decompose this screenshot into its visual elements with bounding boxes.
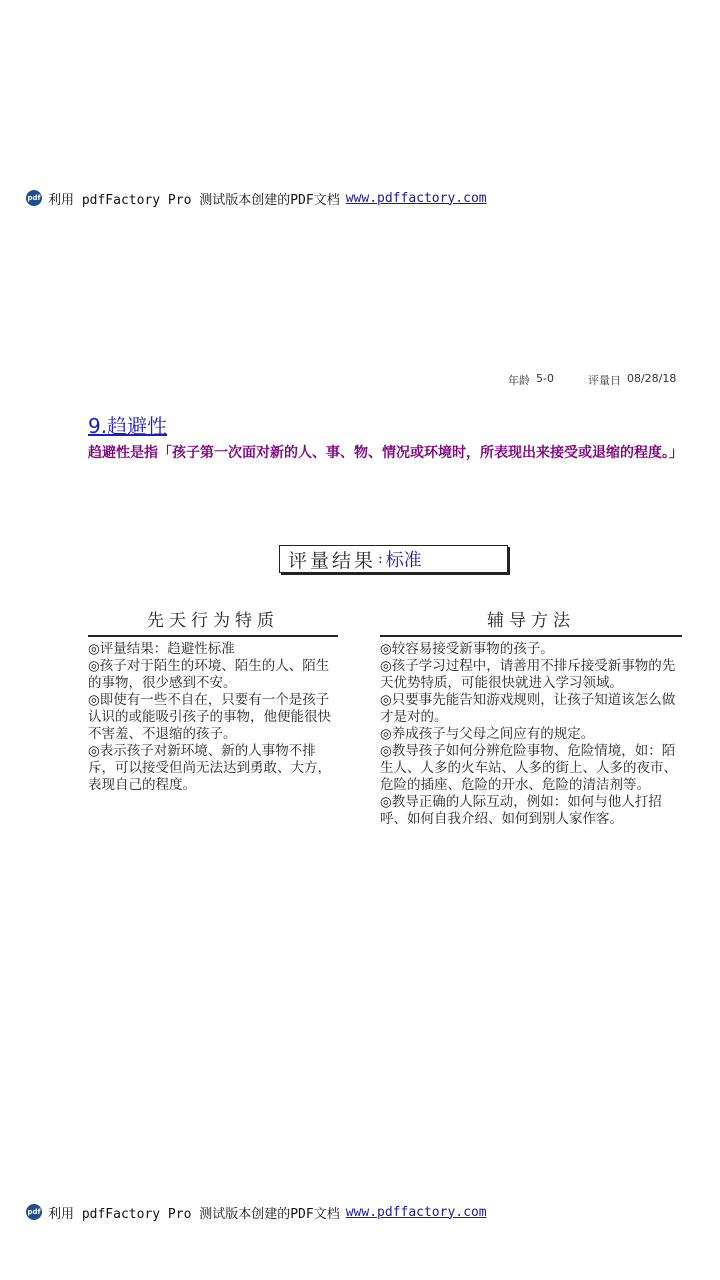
result-label: 评量结果 [288, 549, 377, 572]
pdffactory-banner-bottom [26, 1202, 487, 1222]
list-item: ◎孩子对于陌生的环境、陌生的人、陌生的事物，很少感到不安。 [88, 658, 330, 691]
innate-traits-list [88, 641, 338, 794]
list-item: ◎教导孩子如何分辨危险事物、危险情境，如：陌生人、人多的火车站、人多的街上、人多的夜市、危险的插座、危险的开水、危险的清洁剂等。 [380, 743, 677, 793]
pdffactory-link[interactable]: www.pdffactory.com [345, 1204, 487, 1220]
assessment-meta [508, 372, 676, 388]
pdffactory-link[interactable]: www.pdffactory.com [345, 190, 487, 206]
list-item: ◎即使有一些不自在，只要有一个是孩子认识的或能吸引孩子的事物，他便能很快不害羞、不退缩的孩子。 [88, 692, 331, 742]
pdffactory-logo-icon: pdf [26, 190, 42, 206]
age-value: 5-0 [536, 372, 554, 385]
result-value: 标准 [385, 550, 422, 571]
banner-text: 利用 pdfFactory Pro 测试版本创建的PDF文档 [48, 1206, 340, 1222]
banner-text: 利用 pdfFactory Pro 测试版本创建的PDF文档 [48, 192, 340, 208]
list-item: ◎表示孩子对新环境、新的人事物不排斥，可以接受但尚无法达到勇敢、大方，表现自己的程度。 [88, 743, 331, 793]
guidance-column [380, 606, 682, 828]
innate-traits-header: 先天行为特质 [88, 606, 338, 637]
pdffactory-logo-icon: pdf [26, 1204, 42, 1220]
innate-traits-column [88, 606, 338, 794]
guidance-header: 辅导方法 [380, 606, 682, 637]
list-item: ◎教导正确的人际互动，例如：如何与他人打招呼、如何自我介绍、如何到别人家作客。 [380, 794, 662, 827]
date-value: 08/28/18 [626, 372, 677, 385]
list-item: ◎较容易接受新事物的孩子。 [380, 641, 554, 657]
result-box [279, 545, 508, 573]
list-item: ◎评量结果：趋避性标准 [88, 641, 235, 657]
age-label: 年龄 [508, 374, 530, 387]
list-item: ◎养成孩子与父母之间应有的规定。 [380, 726, 595, 742]
result-colon: : [378, 551, 383, 567]
guidance-list [380, 641, 682, 828]
section-title: 9.趋避性 [88, 414, 168, 438]
section-description: 趋避性是指「孩子第一次面对新的人、事、物、情况或环境时，所表现出来接受或退缩的程度。」 [88, 445, 683, 461]
list-item: ◎只要事先能告知游戏规则，让孩子知道该怎么做才是对的。 [380, 692, 676, 725]
list-item: ◎孩子学习过程中，请善用不排斥接受新事物的先天优势特质，可能很快就进入学习领域。 [380, 658, 676, 691]
pdffactory-banner-top [26, 188, 487, 208]
date-label: 评量日 [587, 374, 621, 387]
